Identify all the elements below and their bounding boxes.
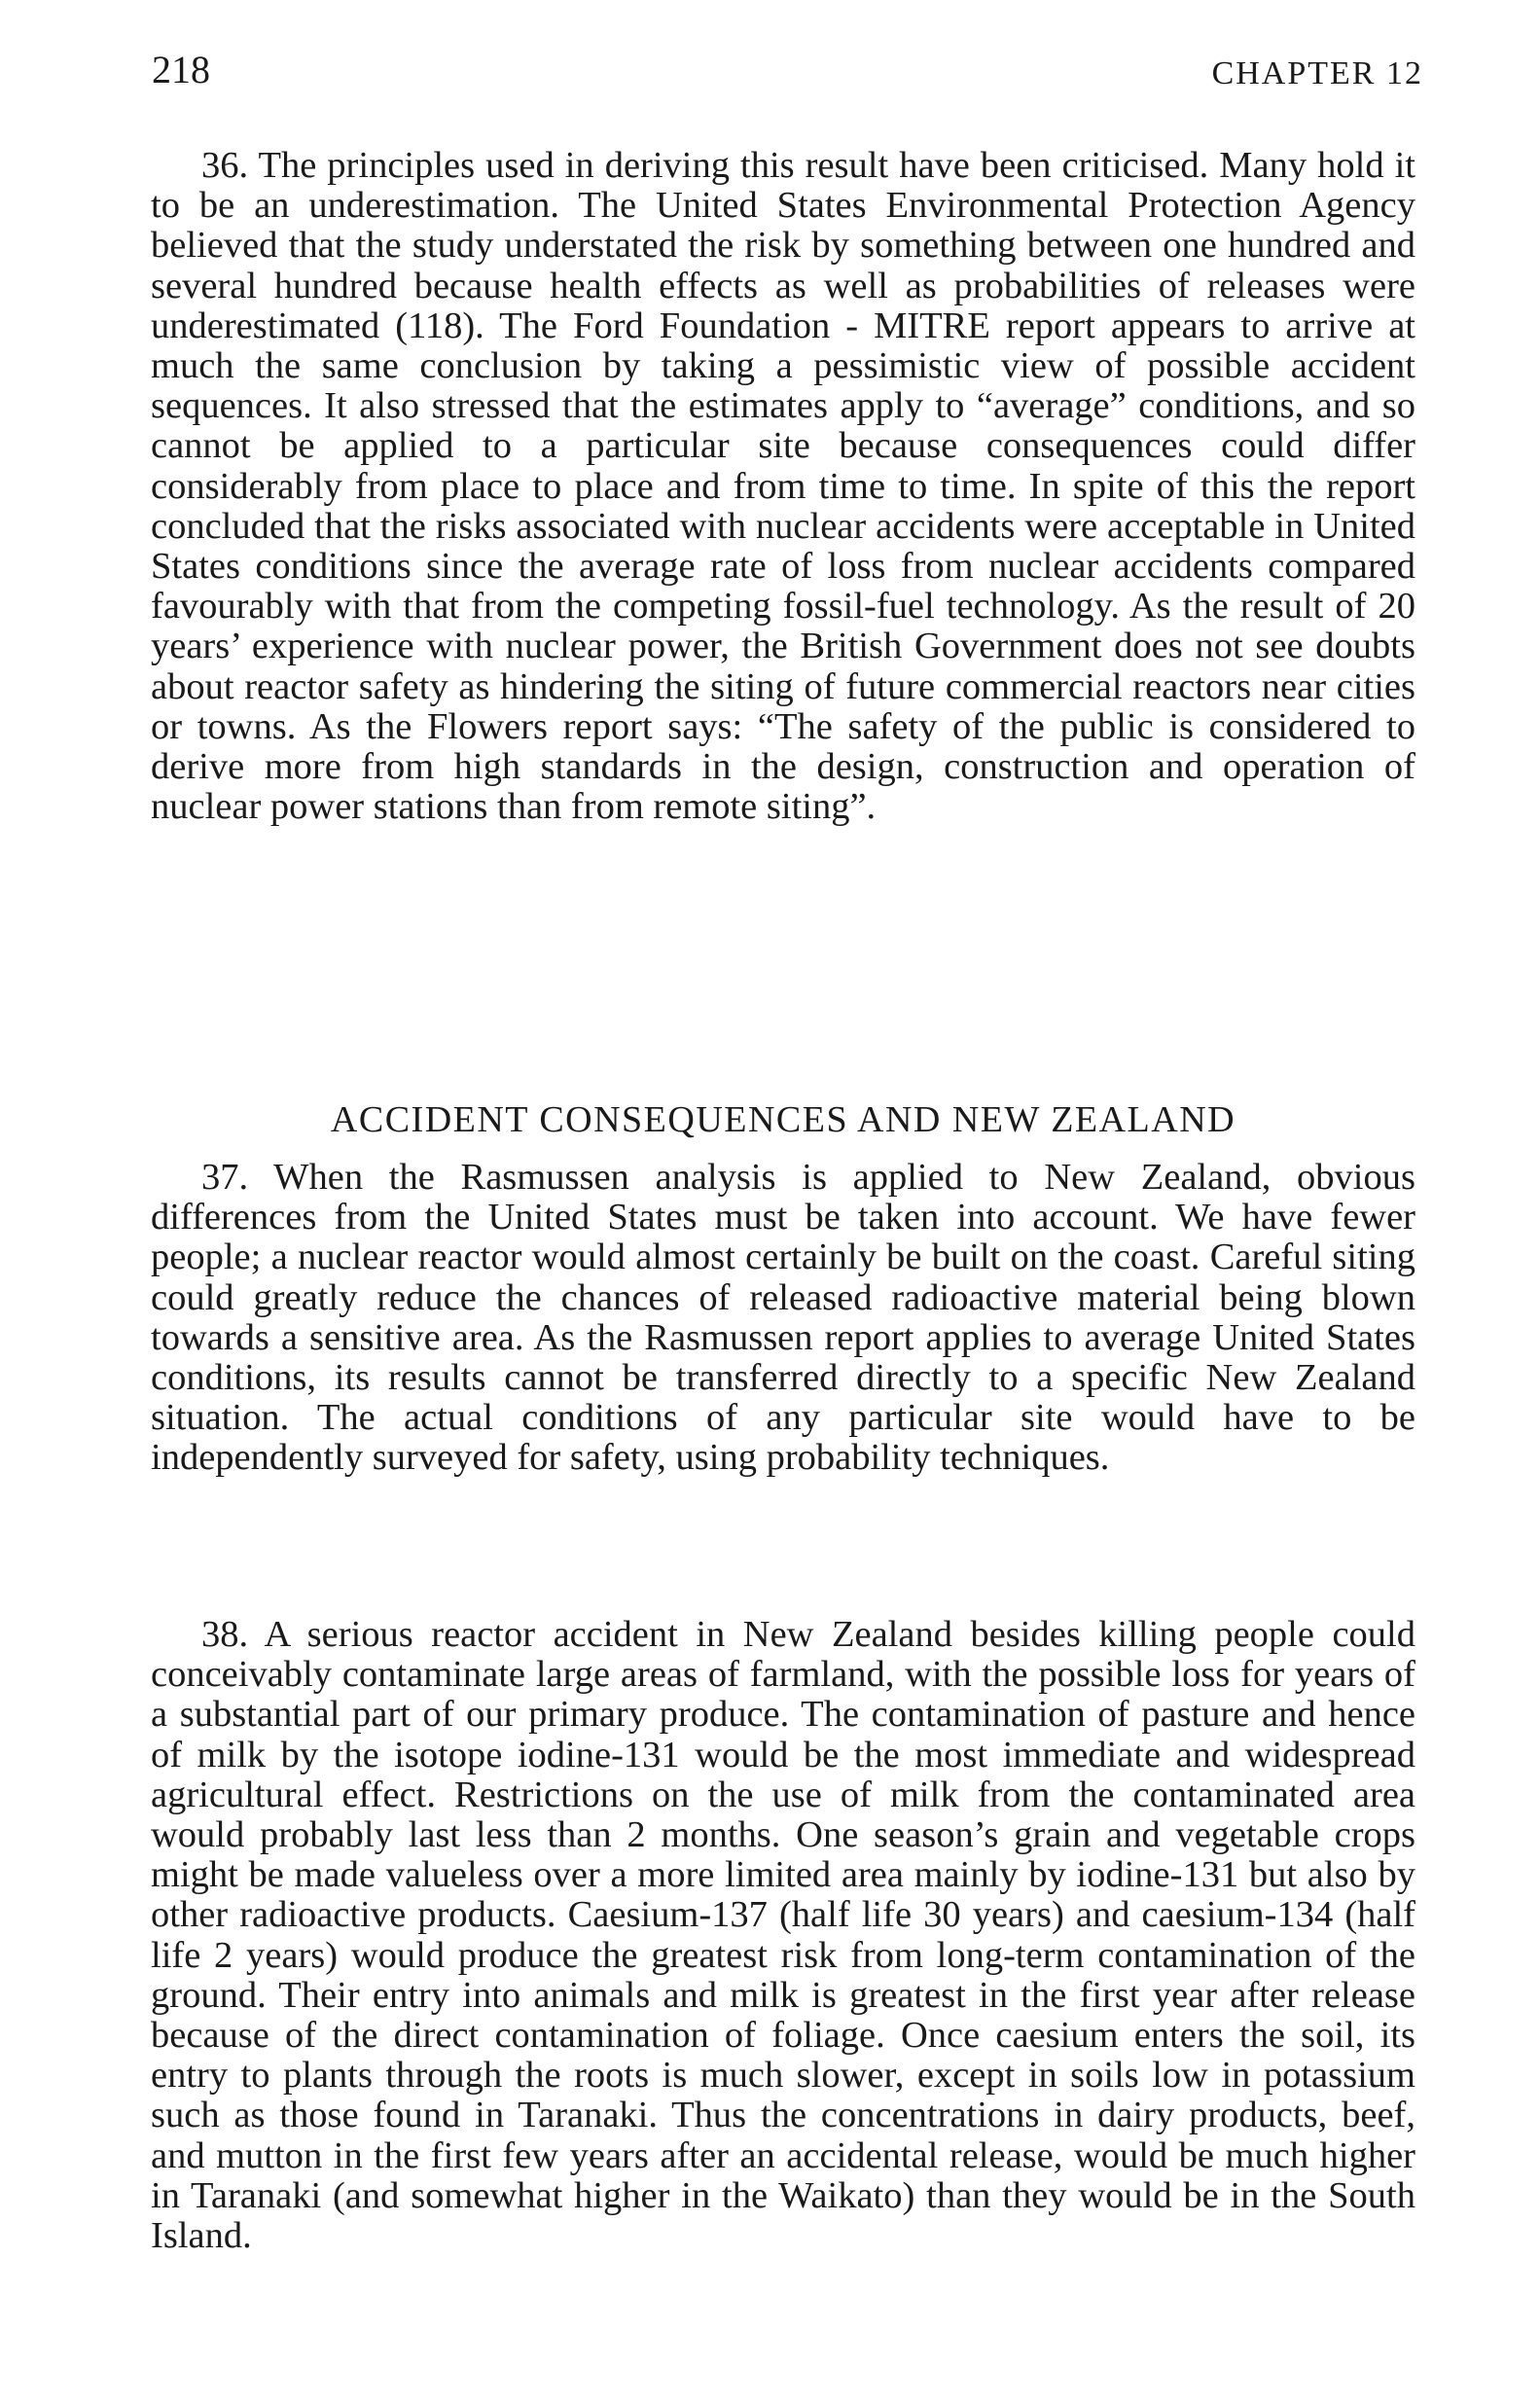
paragraph-38: 38. A serious reactor accident in New Zealand besides killing people could conceivably contaminate large areas of farmland, with the possible loss for years of a substantial part of our primary produce. The contamination of pasture and hence of milk by the isotope iodine-131 would be the most immediate and widespread agricultural effect. Restrictions on the use of milk from the contaminated area would probably last less than 2 months. One season’s grain and vegetable crops might be made valueless over a more limited area mainly by iodine-131 but also by other radioactive products. Caesium-137 (half life 30 years) and caesium-134 (half life 2 years) would produce the greatest risk from long-term contamination of the ground. Their entry into animals and milk is greatest in the first year after release because of the direct contamination of foliage. Once caesium enters the soil, its entry to plants through the roots is much slower, except in soils low in potassium such as those found in Taranaki. Thus the concentrations in dairy products, beef, and mutton in the first few years after an accidental release, would be much higher in Taranaki (and somewhat higher in the Waikato) than they would be in the South Island. xyxy=(151,1614,1415,2257)
running-head: CHAPTER 12 xyxy=(1211,55,1423,91)
paragraph-36: 36. The principles used in deriving this result have been criticised. Many hold it to be an underestimation. The United States Environmental Protection Agency believed that the study understated the risk by something between one hundred and several hundred because health effects as well as probabilities of releases were underestimated (118). The Ford Foundation - MITRE report appears to arrive at much the same conclusion by taking a pessimistic view of possible accident sequences. It also stressed that the estimates apply to “average” conditions, and so cannot be applied to a particular site because consequences could differ considerably from place to place and from time to time. In spite of this the report concluded that the risks associated with nuclear accidents were acceptable in United States conditions since the average rate of loss from nuclear accidents compared favourably with that from the competing fossil-fuel technology. As the result of 20 years’ experience with nuclear power, the British Government does not see doubts about reactor safety as hindering the siting of future commercial reactors near cities or towns. As the Flowers report says: “The safety of the public is considered to derive more from high standards in the design, construction and operation of nuclear power stations than from remote siting”. xyxy=(151,145,1415,828)
page-number: 218 xyxy=(152,48,210,91)
section-heading: ACCIDENT CONSEQUENCES AND NEW ZEALAND xyxy=(330,1099,1236,1140)
paragraph-37: 37. When the Rasmussen analysis is applied to New Zealand, obvious differences from the United States must be taken into account. We have fewer people; a nuclear reactor would almost certainly be built on the coast. Careful siting could greatly reduce the chances of released radioactive material being blown towards a sensitive area. As the Rasmussen report applies to average United States conditions, its results cannot be transferred directly to a specific New Zealand situation. The actual conditions of any particular site would have to be independently surveyed for safety, using probability techniques. xyxy=(151,1157,1415,1479)
